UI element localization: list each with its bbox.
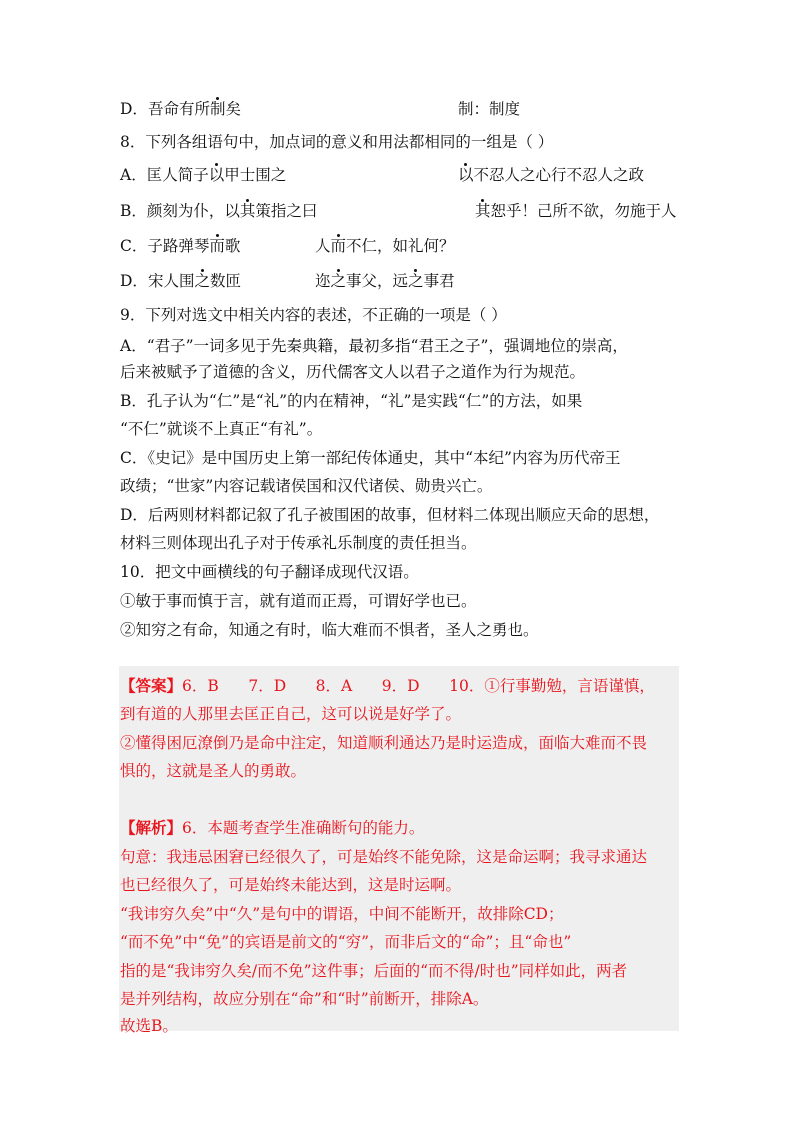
option-gloss: 制：制度 [458, 100, 521, 118]
q7-option-d [120, 99, 521, 119]
dotted-char: 以 [208, 166, 225, 184]
q8-option-c [120, 236, 455, 256]
q8-option-b [120, 201, 677, 221]
q9-option-b-line1: B．孔子认为“仁”是“礼”的内在精神，“礼”是实践“仁”的方法，如果 [120, 392, 583, 410]
option-label: D． [120, 100, 148, 118]
analysis-line-2: 句意：我违忌困窘已经很久了，可是始终不能免除，这是命运啊；我寻求通达 [120, 848, 648, 866]
option-text: 吾命有所 [147, 100, 210, 118]
q10-stem: 10．把文中画横线的句子翻译成现代汉语。 [120, 563, 419, 581]
q8-option-d [120, 271, 455, 291]
q9-option-c-line2: 政绩；“世家”内容记载诸侯国和汉代诸侯、勋贵兴亡。 [120, 477, 493, 495]
answer-line-3: ②懂得困厄潦倒乃是命中注定，知道顺利通达乃是时运造成，面临大难而不畏 [120, 734, 648, 752]
option-right [458, 165, 644, 185]
dotted-char: 之 [330, 272, 347, 290]
dotted-char: 之 [408, 272, 424, 290]
option-text: 事君 [423, 272, 455, 290]
analysis-tag: 【解析】 [120, 818, 183, 837]
option-text: 迩 [315, 272, 331, 290]
option-text: 歌 [224, 237, 241, 255]
option-text: 匡人简子 [146, 166, 209, 184]
option-right [315, 236, 455, 256]
analysis-line-8: 故选B。 [120, 1017, 178, 1035]
analysis-line-6: 指的是“我讳穷久矣/而不免”这件事；后面的“而不得/时也”同样如此，两者 [120, 962, 628, 980]
option-text: 颜刻为仆，以 [146, 202, 240, 220]
q9-option-a-line1: A．“君子”一词多见于先秦典籍，最初多指“君王之子”，强调地位的崇高， [120, 337, 628, 355]
option-text: 不忍人之心行不忍人之政 [473, 166, 645, 184]
q8-stem: 8．下列各组语句中，加点词的意义和用法都相同的一组是（ ） [120, 133, 554, 151]
option-text: 人 [315, 237, 331, 255]
analysis-line-3: 也已经很久了，可是始终未能达到，这是时运啊。 [120, 876, 462, 894]
dotted-char: 其 [475, 202, 491, 220]
option-text: 不仁，如礼何？ [346, 237, 455, 255]
answer-text: 6．B 7．D 8．A 9．D 10．①行事勤勉，言语谨慎， [182, 677, 655, 695]
answer-line-1 [120, 676, 655, 696]
option-text: 策指之曰 [255, 202, 318, 220]
dotted-char: 以 [458, 166, 474, 184]
analysis-line-1 [120, 818, 424, 838]
option-text: 甲士围之 [224, 166, 287, 184]
option-text: 恕乎！己所不欲，勿施于人 [490, 202, 677, 220]
option-label: C． [120, 237, 148, 255]
option-right [475, 201, 677, 221]
dotted-char: 制 [209, 100, 226, 118]
option-right [315, 271, 455, 291]
answer-line-4: 惧的，这就是圣人的勇敢。 [120, 762, 307, 780]
q10-sentence-2: ②知穷之有命，知通之有时，临大难而不惧者，圣人之勇也。 [120, 621, 539, 639]
option-text: 矣 [225, 100, 241, 118]
dotted-char: 而 [330, 237, 347, 255]
answer-line-2: 到有道的人那里去匡正自己，这可以说是好学了。 [120, 705, 462, 723]
q10-sentence-1: ①敏于事而慎于言，就有道而正焉，可谓好学也已。 [120, 592, 477, 610]
analysis-text: 6．本题考查学生准确断句的能力。 [182, 819, 425, 837]
dotted-char: 其 [239, 202, 256, 220]
answer-tag: 【答案】 [120, 676, 183, 695]
q9-option-c-line1: C．《史记》是中国历史上第一部纪传体通史，其中“本纪”内容为历代帝王 [120, 449, 621, 467]
q9-option-d-line1: D．后两则材料都记叙了孔子被围困的故事，但材料二体现出顺应天命的思想， [120, 506, 660, 524]
analysis-line-5: “而不免”中“免”的宾语是前文的“穷”，而非后文的“命”；且“命也” [120, 933, 572, 951]
dotted-char: 之 [194, 272, 210, 290]
q9-option-a-line2: 后来被赋予了道德的含义，历代儒客文人以君子之道作为行为规范。 [120, 363, 586, 381]
option-text: 宋人围 [147, 272, 195, 290]
option-text: 子路弹琴 [147, 237, 210, 255]
analysis-line-4: “我讳穷久矣”中“久”是句中的谓语，中间不能断开，故排除CD； [120, 905, 564, 923]
option-text: 数匝 [209, 272, 241, 290]
q9-option-b-line2: “不仁”就谈不上真正“有礼”。 [120, 420, 323, 438]
q8-option-a [120, 165, 645, 185]
dotted-char: 而 [209, 237, 225, 255]
q9-stem: 9．下列对选文中相关内容的表述，不正确的一项是（ ） [120, 306, 507, 324]
option-text: 事父，远 [346, 272, 409, 290]
q9-option-d-line2: 材料三则体现出孔子对于传承礼乐制度的责任担当。 [120, 534, 477, 552]
option-label: A． [120, 166, 147, 184]
analysis-line-7: 是并列结构，故应分别在“命”和“时”前断开，排除A。 [120, 990, 489, 1008]
option-label: D． [120, 272, 148, 290]
option-label: B． [120, 202, 147, 220]
